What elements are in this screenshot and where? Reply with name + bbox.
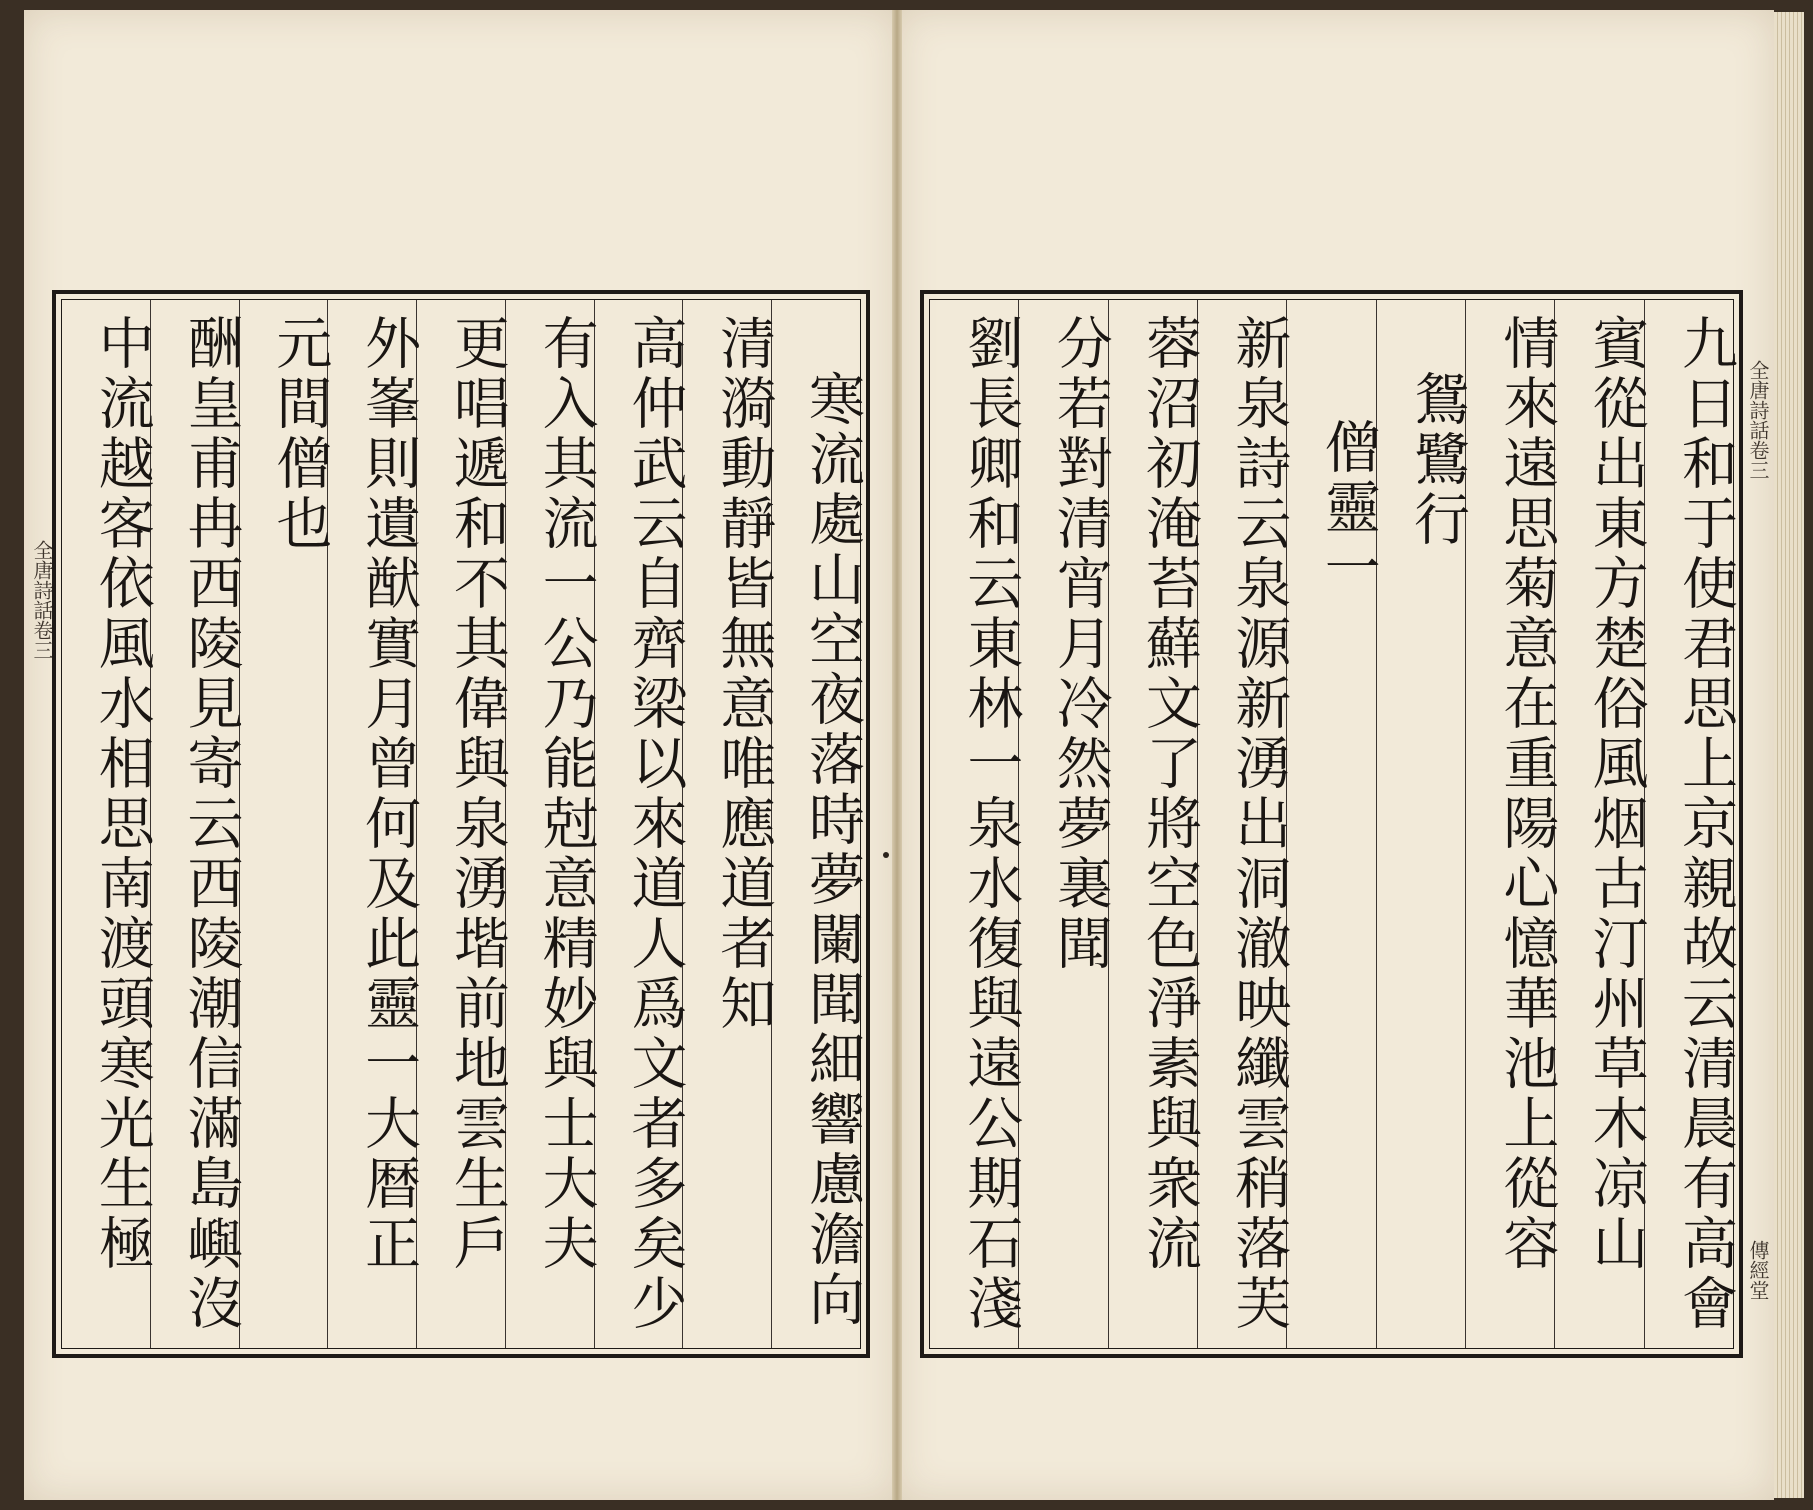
right-column — [1554, 300, 1649, 1348]
right-column-text: 賓從出東方楚俗風烟古汀州草木凉山 — [1583, 314, 1649, 1274]
right-margin-label-top: 全唐詩話卷三 — [1746, 360, 1770, 480]
right-column-text: 鴛鷺行 — [1405, 370, 1471, 550]
left-column — [505, 300, 599, 1348]
right-columns — [930, 300, 1738, 1348]
right-column-text: 新泉詩云泉源新湧出洞澈映纖雲稍落芙 — [1226, 314, 1292, 1334]
left-column-text: 酬皇甫冉西陵見寄云西陵潮信滿島嶼沒 — [178, 314, 244, 1334]
left-column-text: 更唱遞和不其偉與泉湧堦前地雲生戶 — [444, 314, 510, 1274]
right-text-frame — [920, 290, 1743, 1358]
right-column — [1465, 300, 1560, 1348]
left-column — [594, 300, 688, 1348]
left-column-text: 外峯則遺猷實月曾何及此靈一大暦正 — [356, 314, 422, 1274]
left-column — [327, 300, 422, 1348]
left-column-text: 有入其流一公乃能尅意精妙與士大夫 — [533, 314, 599, 1274]
right-column-text: 分若對清宵月冷然夢裏聞 — [1047, 314, 1113, 974]
right-column — [930, 300, 1024, 1348]
page-edges — [1774, 12, 1804, 1498]
left-column-text: 高仲武云自齊梁以來道人爲文者多矣少 — [622, 314, 688, 1334]
right-column-text: 情來遠思菊意在重陽心憶華池上從容 — [1494, 314, 1560, 1274]
right-column — [1644, 300, 1738, 1348]
left-column — [239, 300, 333, 1348]
right-column — [1108, 300, 1203, 1348]
book-gutter — [892, 10, 902, 1500]
left-text-frame — [52, 290, 870, 1358]
left-column — [150, 300, 244, 1348]
left-column — [416, 300, 510, 1348]
right-column-text: 蓉沼初淹苔蘚文了將空色淨素與衆流 — [1137, 314, 1203, 1274]
left-column-text: 寒流處山空夜落時夢闌聞細響慮澹向 — [800, 370, 865, 1330]
right-margin-label-bottom: 傳經堂 — [1746, 1240, 1770, 1300]
right-column-text: 劉長卿和云東林一泉水復與遠公期石淺 — [958, 314, 1024, 1334]
right-column — [1286, 300, 1381, 1348]
left-margin-label: 全唐詩話卷三 — [30, 540, 54, 660]
binding-hole — [883, 852, 889, 858]
left-column-text: 元間僧也 — [267, 314, 333, 554]
left-column — [682, 300, 777, 1348]
right-column — [1018, 300, 1113, 1348]
left-column-text: 中流越客依風水相思南渡頭寒光生極 — [89, 314, 155, 1274]
right-column — [1376, 300, 1471, 1348]
left-column — [771, 300, 865, 1348]
right-column-text: 僧靈一 — [1315, 418, 1381, 598]
left-columns — [62, 300, 865, 1348]
right-column-text: 九日和于使君思上京親故云清晨有高會 — [1673, 314, 1738, 1334]
left-column — [62, 300, 155, 1348]
left-column-text: 清漪動靜皆無意唯應道者知 — [711, 314, 777, 1034]
right-column — [1197, 300, 1292, 1348]
